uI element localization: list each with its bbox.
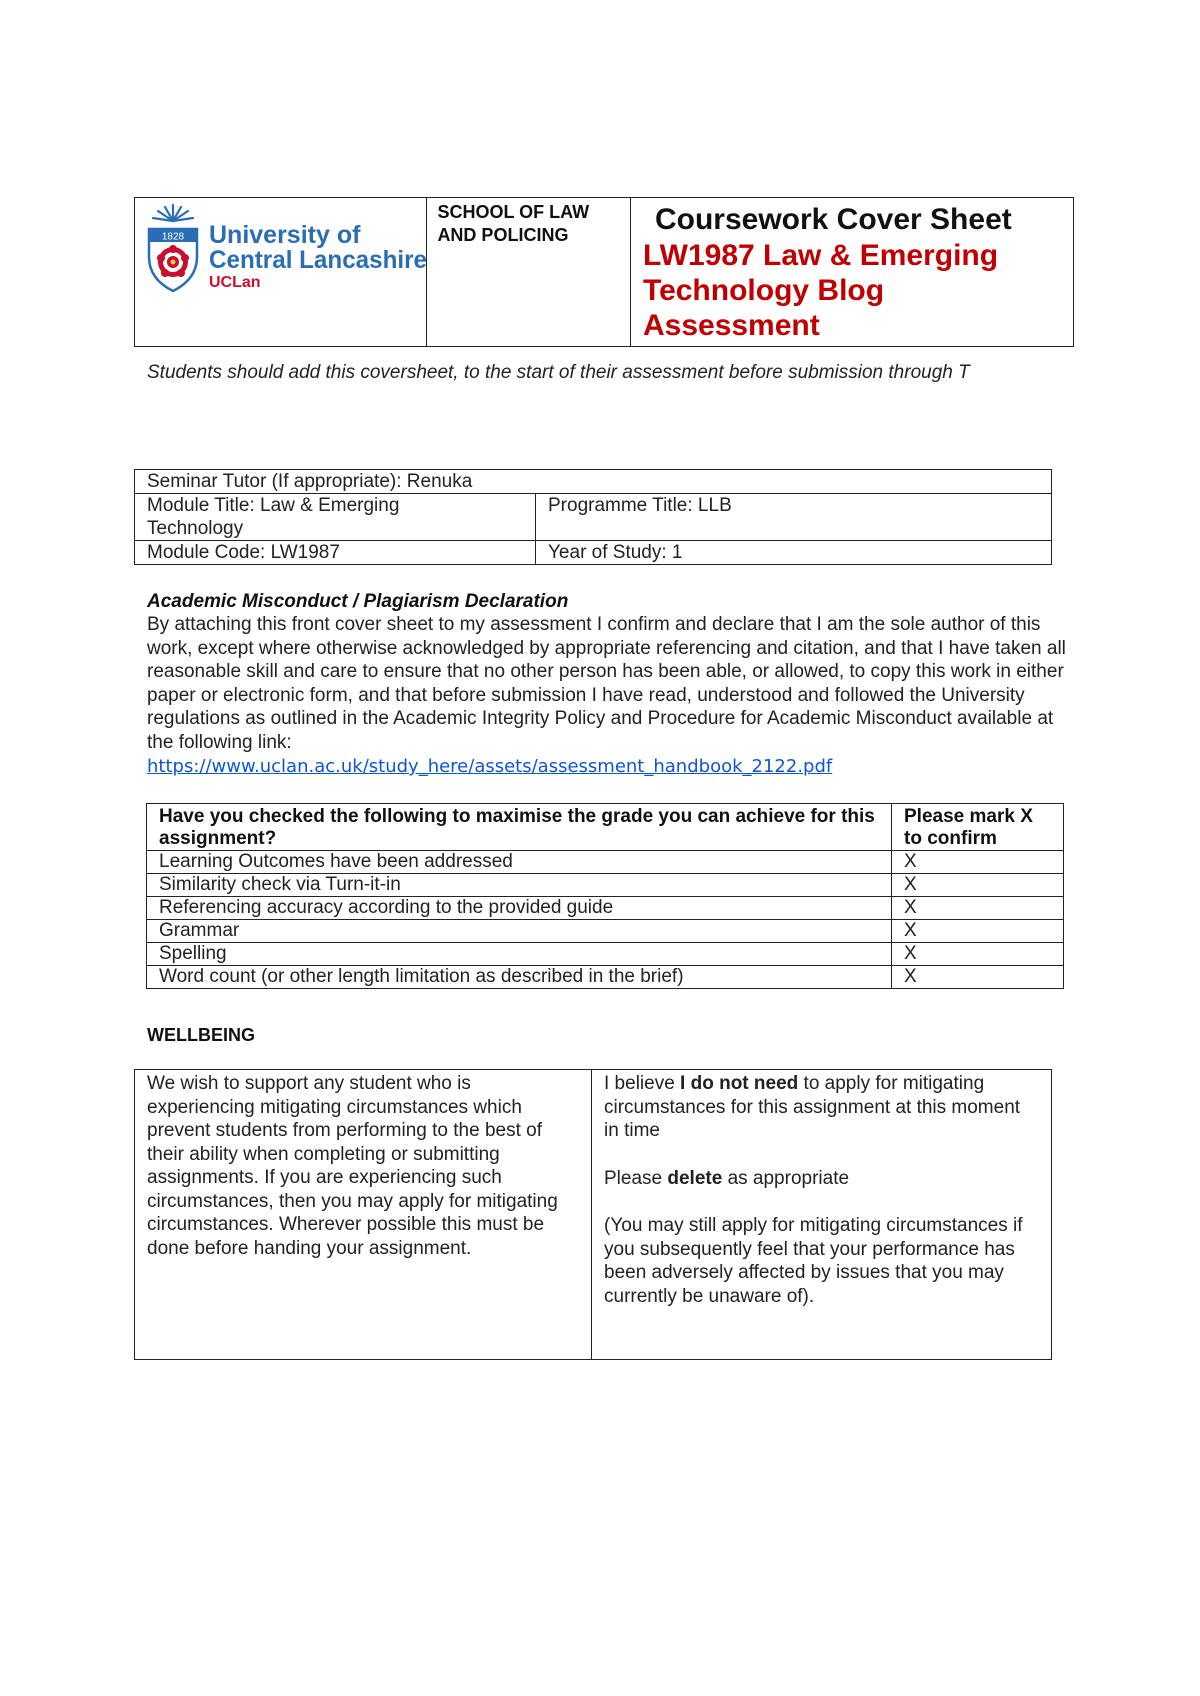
instructions: Students should add this coversheet, to the start of their assessment before submission through T bbox=[147, 362, 970, 383]
checklist-mark: X bbox=[892, 851, 1064, 874]
wellbeing-table bbox=[134, 1069, 1052, 1360]
school-name: SCHOOL OF LAW AND POLICING bbox=[427, 198, 631, 347]
checklist-item: Similarity check via Turn-it-in bbox=[147, 874, 892, 897]
checklist-mark: X bbox=[892, 966, 1064, 989]
delete-text-1: Please bbox=[604, 1167, 668, 1189]
checklist-table bbox=[146, 803, 1064, 989]
seminar-tutor: Seminar Tutor (If appropriate): Renuka bbox=[135, 470, 1052, 494]
belief-text-1: I believe bbox=[604, 1073, 681, 1094]
programme-title: Programme Title: LLB bbox=[536, 494, 1052, 541]
checklist-mark: X bbox=[892, 897, 1064, 920]
table-row bbox=[147, 943, 1064, 966]
header-table bbox=[134, 197, 1074, 347]
uclan-logo bbox=[143, 199, 433, 299]
table-row bbox=[147, 920, 1064, 943]
checklist-item: Referencing accuracy according to the provided guide bbox=[147, 897, 892, 920]
belief-text-2: to apply for mitigating circumstances for this assignment at this moment in time bbox=[604, 1073, 1021, 1141]
belief-bold: I do not need bbox=[680, 1073, 799, 1094]
declaration-heading: Academic Misconduct / Plagiarism Declaration bbox=[147, 591, 569, 612]
details-table bbox=[134, 469, 1052, 565]
logo-cell bbox=[135, 198, 427, 347]
wellbeing-right bbox=[592, 1070, 1052, 1360]
checklist-mark-header bbox=[892, 804, 1064, 851]
table-row bbox=[147, 966, 1064, 989]
logo-short: UCLan bbox=[209, 274, 261, 291]
table-row bbox=[147, 851, 1064, 874]
logo-line2: Central Lancashire bbox=[209, 246, 428, 274]
wellbeing-heading: WELLBEING bbox=[147, 1025, 255, 1045]
table-row bbox=[147, 897, 1064, 920]
checklist-item: Spelling bbox=[147, 943, 892, 966]
wellbeing-left bbox=[135, 1070, 592, 1360]
table-row bbox=[147, 874, 1064, 897]
checklist-mark: X bbox=[892, 874, 1064, 897]
cover-title: Coursework Cover Sheet bbox=[654, 203, 1012, 236]
checklist-mark: X bbox=[892, 920, 1064, 943]
wellbeing-left-text: We wish to support any student who is experiencing mitigating circumstances which prevent students from performing to the best of their ability when completing or submitting assignments. If you are experiencing such circumstances, then you may apply for mitigating circumstances. Wherever possible this must be done before handing your assignment. bbox=[147, 1073, 558, 1259]
checklist-item: Learning Outcomes have been addressed bbox=[147, 851, 892, 874]
wellbeing-note: (You may still apply for mitigating circumstances if you subsequently feel that your performance has been adversely affected by issues that you may currently be unaware of). bbox=[604, 1215, 1023, 1307]
checklist-mark: X bbox=[892, 943, 1064, 966]
delete-text-2: as appropriate bbox=[722, 1167, 850, 1189]
title-cell bbox=[630, 198, 1073, 347]
checklist-item: Grammar bbox=[147, 920, 892, 943]
year-of-study: Year of Study: 1 bbox=[536, 541, 1052, 565]
logo-line1: University of bbox=[209, 221, 361, 249]
module-title bbox=[135, 494, 536, 541]
module-title-text: Module Title: Law & Emerging Technology bbox=[147, 495, 400, 539]
checklist-mark-header-text: Please mark X to confirm bbox=[904, 806, 1033, 849]
delete-bold: delete bbox=[667, 1167, 723, 1189]
wellbeing-belief bbox=[604, 1072, 1039, 1143]
declaration-body: By attaching this front cover sheet to my assessment I confirm and declare that I am the sole author of this work, except where otherwise acknowledged by appropriate referencing and citation, and that I have taken all reasonable skill and care to ensure that no other person has been able, or allowed, to copy this work in either paper or electronic form, and that before submission I have read, understood and followed the University regulations as outlined in the Academic Integrity Policy and Procedure for Academic Misconduct available at the following link: bbox=[147, 614, 1066, 753]
handbook-link[interactable]: https://www.uclan.ac.uk/study_here/assets/assessment_handbook_2122.pdf bbox=[147, 756, 833, 777]
sunburst-icon bbox=[153, 205, 193, 221]
checklist-question-header: Have you checked the following to maximise the grade you can achieve for this assignment? bbox=[147, 804, 892, 851]
logo-year: 1828 bbox=[161, 231, 185, 243]
checklist-item: Word count (or other length limitation as described in the brief) bbox=[147, 966, 892, 989]
wellbeing-delete-note bbox=[604, 1167, 1039, 1191]
course-title: LW1987 Law & Emerging Technology Blog Assessment bbox=[642, 239, 999, 342]
module-code: Module Code: LW1987 bbox=[135, 541, 536, 565]
